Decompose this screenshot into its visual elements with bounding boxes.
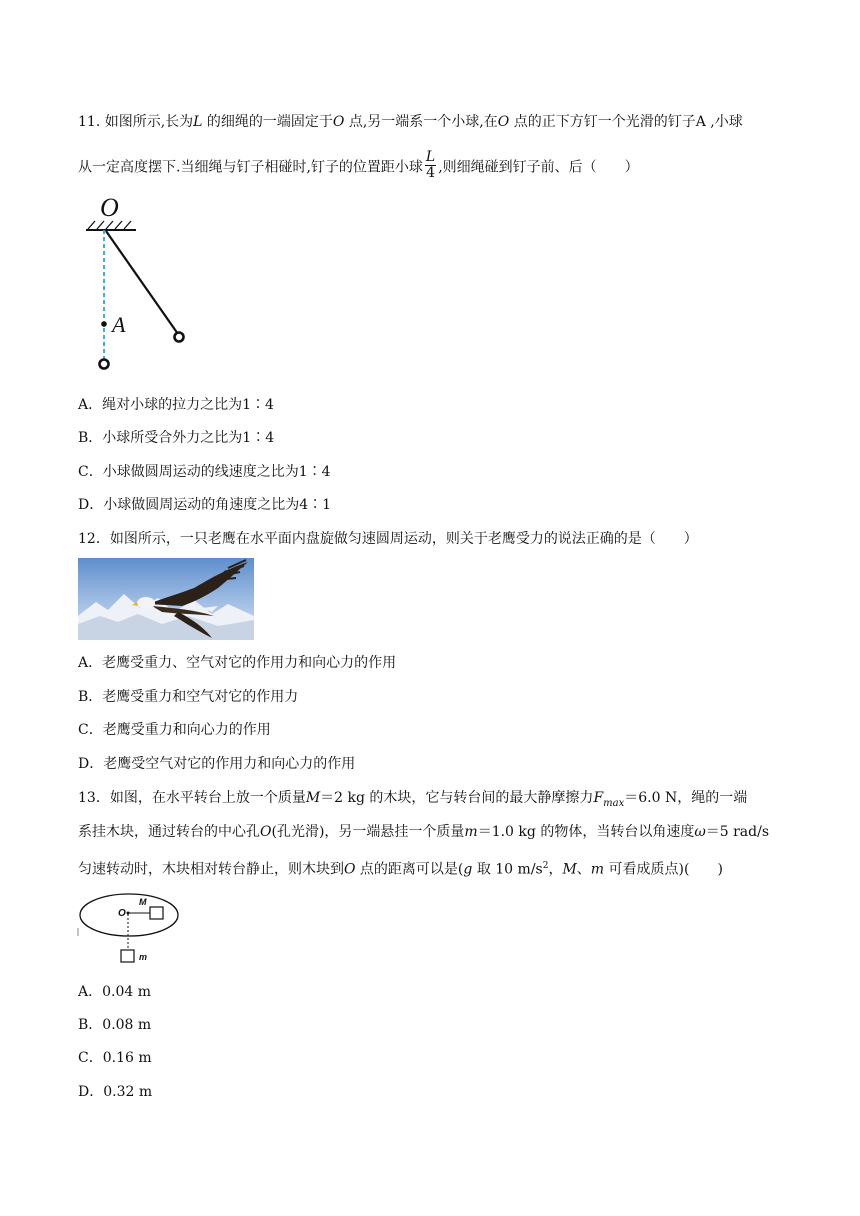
- fraction-denominator: 4: [426, 165, 436, 181]
- eagle-photo: [78, 558, 254, 640]
- q13-var-m: m: [464, 824, 478, 840]
- option-letter: C．: [78, 464, 103, 480]
- option-text: 老鹰受重力和向心力的作用: [102, 722, 271, 738]
- q13-text: ＝5 rad/s: [705, 824, 770, 840]
- fraction-numerator: L: [425, 149, 436, 165]
- q12-option-b: [78, 688, 298, 706]
- block-M: [150, 907, 163, 919]
- q13-var-M: M: [562, 861, 577, 878]
- q12-text: 12．如图所示，一只老鹰在水平面内盘旋做匀速圆周运动，则关于老鹰受力的说法正确的是（ ）: [78, 531, 698, 547]
- q13-text: 系挂木块，通过转台的中心孔: [78, 824, 260, 840]
- option-text: 0.32 m: [103, 1084, 153, 1100]
- q11-stem-line-2: [78, 149, 639, 183]
- q11-text: 的细绳的一端固定于: [202, 114, 333, 130]
- q11-text: 从一定高度摆下.当细绳与钉子相碰时,钉子的位置距小球: [78, 159, 423, 176]
- fraction-L-over-4: [425, 150, 436, 181]
- option-text: 老鹰受空气对它的作用力和向心力的作用: [103, 756, 356, 772]
- option-letter: A．: [78, 984, 103, 1000]
- q13-text: ＝1.0 kg 的物体，当转台以角速度: [477, 824, 695, 840]
- q11-text: 11. 如图所示,长为: [78, 114, 194, 130]
- option-letter: D．: [78, 497, 104, 513]
- q13-option-d: [78, 1083, 152, 1101]
- q12-option-c: [78, 721, 271, 739]
- option-text: 0.16 m: [102, 1050, 152, 1066]
- q11-var-L: L: [193, 114, 203, 130]
- option-letter: C．: [78, 722, 103, 738]
- option-letter: B．: [78, 1017, 103, 1033]
- q13-var-O: O: [344, 861, 356, 878]
- pendulum-label-A: A: [112, 312, 126, 337]
- q13-text: 取 10 m/s: [472, 861, 543, 878]
- q11-text: 点的正下方钉一个光滑的钉子A ,小球: [509, 114, 743, 130]
- q13-text: (孔光滑)，另一端悬挂一个质量: [271, 824, 465, 840]
- option-text: 0.08 m: [102, 1017, 152, 1033]
- block-m: [121, 950, 134, 962]
- q12-stem: [78, 530, 698, 548]
- q13-option-c: [78, 1049, 152, 1067]
- q11-option-d: [78, 496, 331, 514]
- q11-var-O: O: [332, 114, 345, 130]
- turntable-label-M: M: [139, 897, 147, 907]
- option-letter: B．: [78, 430, 103, 446]
- q13-text: 13．如图，在水平转台上放一个质量: [78, 790, 306, 806]
- q13-subscript-max: max: [603, 797, 625, 809]
- q11-text: 点,另一端系一个小球,在: [344, 114, 498, 130]
- q13-stem-line-2: [78, 823, 769, 841]
- q11-option-b: [78, 429, 274, 447]
- q13-text: 匀速转动时，木块相对转台静止，则木块到: [78, 861, 344, 878]
- q13-text: ＝2 kg 的木块，它与转台间的最大静摩擦力: [320, 790, 594, 806]
- option-letter: C．: [78, 1050, 103, 1066]
- ball-bottom: [100, 360, 109, 369]
- q11-stem-line-1: [78, 113, 743, 131]
- q13-text: 点的距离可以是(: [355, 861, 464, 878]
- option-text: 老鹰受重力、空气对它的作用力和向心力的作用: [102, 655, 397, 671]
- q13-option-a: [78, 983, 151, 1001]
- q13-var-g: g: [463, 861, 473, 878]
- turntable-label-O: O: [118, 908, 126, 919]
- q13-text: ，: [548, 861, 563, 878]
- option-text: 小球做圆周运动的角速度之比为4∶1: [103, 497, 332, 513]
- q11-var-O: O: [497, 114, 510, 130]
- q11-option-c: [78, 463, 331, 481]
- q13-var-M: M: [305, 790, 321, 806]
- ball-displaced: [175, 333, 184, 342]
- option-letter: A．: [78, 397, 103, 413]
- option-letter: D．: [78, 1084, 104, 1100]
- q13-text: ＝6.0 N，绳的一端: [624, 790, 748, 806]
- ceiling-hatch: [88, 221, 131, 229]
- q13-option-b: [78, 1016, 151, 1034]
- q13-var-F: F: [593, 790, 604, 806]
- q13-var-omega: ω: [694, 824, 706, 840]
- q12-option-d: [78, 755, 355, 773]
- option-letter: B．: [78, 689, 103, 705]
- option-text: 老鹰受重力和空气对它的作用力: [102, 689, 299, 705]
- option-text: 小球所受合外力之比为1∶4: [102, 430, 275, 446]
- q11-option-a: [78, 396, 274, 414]
- option-text: 0.04 m: [102, 984, 152, 1000]
- option-text: 小球做圆周运动的线速度之比为1∶4: [102, 464, 331, 480]
- turntable-label-m: m: [139, 952, 148, 962]
- pendulum-label-O: O: [100, 193, 119, 222]
- q13-var-O: O: [260, 824, 272, 840]
- option-letter: D．: [78, 756, 104, 772]
- q13-stem-line-3: [78, 857, 723, 879]
- pendulum-diagram: [80, 190, 200, 375]
- nail-A: [101, 321, 107, 327]
- q11-text: ,则细绳碰到钉子前、后（ ）: [438, 159, 639, 176]
- option-text: 绳对小球的拉力之比为1∶4: [102, 397, 274, 413]
- turntable-diagram: [76, 890, 186, 968]
- q13-text: 、: [576, 861, 591, 878]
- q13-var-m: m: [590, 861, 605, 878]
- q12-option-a: [78, 654, 396, 672]
- q13-text: 可看成质点)( ): [604, 861, 723, 878]
- option-letter: A．: [78, 655, 103, 671]
- q13-superscript-2: 2: [542, 861, 549, 871]
- q13-stem-line-1: [78, 789, 747, 813]
